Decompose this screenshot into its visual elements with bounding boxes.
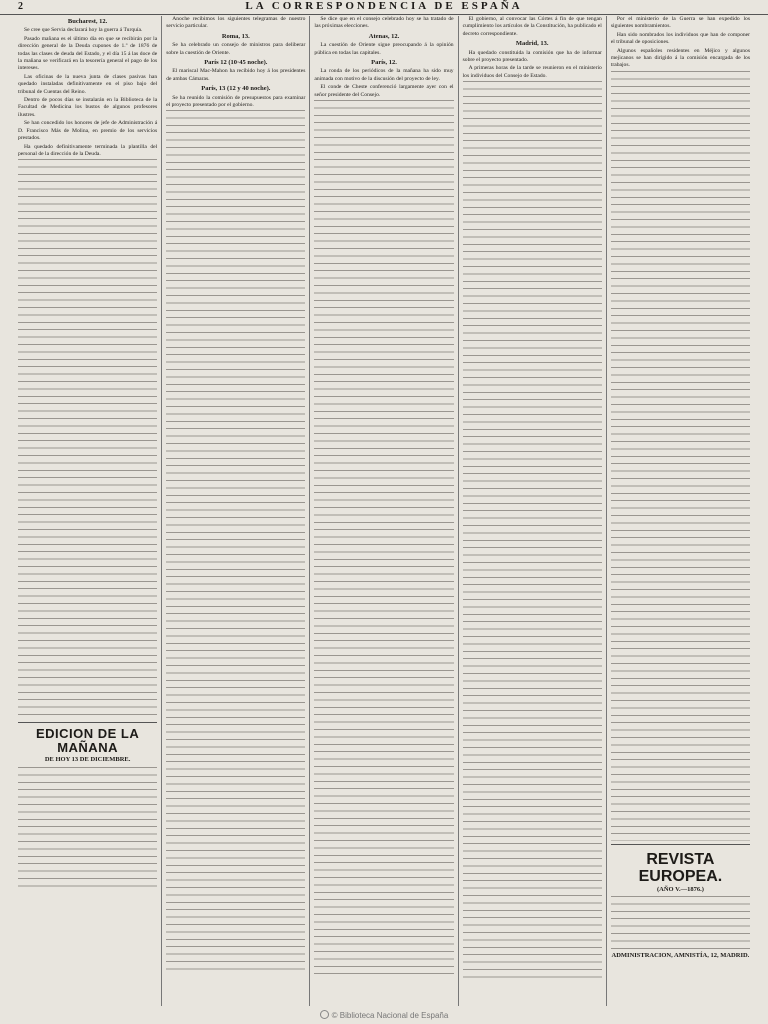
advert-footer: ADMINISTRACION, AMNISTÍA, 12, MADRID.: [611, 952, 750, 960]
paragraph: Ha quedado definitivamente terminada la plantilla del personal de la dirección de la Deuda.: [18, 143, 158, 157]
edition-heading: EDICION DE LA MAÑANA: [35, 726, 140, 756]
text-lines: [18, 159, 157, 719]
paragraph: Ha quedado constituida la comisión que ha de informar sobre el proyecto presentado.: [462, 49, 602, 64]
dateline: París, 13 (12 y 40 noche).: [201, 85, 271, 93]
text-lines: [166, 110, 305, 970]
paragraph: Se han concedido los honores de jefe de Administración á D. Francisco Más de Molina, en premio de los servicios prestados.: [18, 120, 158, 142]
paragraph: Pasado mañana es el último día en que se recibirán por la dirección general de la Deuda cupones de 1.º de 1876 de todas las clases de deuda del Estado, y el día 15 á las doce de la mañana se verificará en la tesorería general el pago de los intereses.: [18, 35, 158, 72]
text-lines: [314, 100, 453, 980]
paragraph: Dentro de pocos días se instalarán en la Biblioteca de la Facultad de Medicina los bustos de algunos profesores ilustres.: [18, 97, 158, 118]
advert-subtitle: (AÑO V.—1876.): [656, 885, 704, 893]
divider: [611, 844, 750, 845]
paragraph: El conde de Cheste conferenció largamente ayer con el señor presidente del Consejo.: [314, 84, 454, 98]
paragraph: Se dice que en el consejo celebrado hoy se ha tratado de las próximas elecciones.: [314, 16, 454, 30]
paragraph: Se cree que Servia declarará hoy la guerra á Turquía.: [24, 27, 143, 34]
copyright-icon: [320, 1010, 329, 1019]
text-lines: [611, 71, 750, 841]
watermark-text: © Biblioteca Nacional de España: [331, 1011, 449, 1020]
column-3: [310, 16, 458, 1006]
paragraph: Se ha celebrado un consejo de ministros para deliberar sobre la cuestión de Oriente.: [166, 42, 306, 56]
dateline: Bucharest, 12.: [67, 18, 108, 25]
text-lines: [18, 767, 157, 887]
paragraph: Se ha reunido la comisión de presupuestos para examinar el proyecto presentado por el gobierno.: [166, 94, 306, 109]
text-lines: [463, 81, 602, 981]
dateline: París, 12.: [371, 59, 397, 67]
paragraph: Han sido nombrados los individuos que han de componer el tribunal de oposiciones.: [610, 31, 751, 46]
divider: [18, 722, 157, 723]
paragraph: La cuestión de Oriente sigue preocupando á la opinión pública en todas las capitales.: [314, 42, 454, 56]
newspaper-title: LA CORRESPONDENCIA DE ESPAÑA: [245, 0, 523, 12]
column-4: [459, 16, 607, 1006]
page-number: 2: [18, 1, 23, 12]
column-5: [607, 16, 754, 1006]
dateline: Roma, 13.: [221, 32, 250, 40]
edition-subheading: DE HOY 13 DE DICIEMBRE.: [44, 756, 131, 764]
paragraph: El gobierno, al convocar las Córtes á fin de que tengan cumplimiento los artículos de la Constitución, ha publicado el decreto correspondiente.: [462, 16, 602, 37]
column-1: [14, 16, 162, 1006]
paragraph: Por el ministerio de la Guerra se han expedido los siguientes nombramientos.: [610, 16, 751, 30]
advert-title: REVISTA EUROPEA.: [638, 850, 723, 885]
text-lines: [611, 896, 750, 952]
paragraph: Anoche recibimos los siguientes telegramas de nuestro servicio particular.: [166, 16, 306, 30]
masthead: [0, 0, 768, 15]
dateline: Atenas, 12.: [368, 32, 400, 40]
paragraph: A primeras horas de la tarde se reunieron en el ministerio los individuos del Consejo de Estado.: [462, 65, 602, 79]
library-watermark: [0, 1010, 768, 1020]
article-columns: [14, 16, 754, 1006]
column-2: [162, 16, 310, 1006]
paragraph: El mariscal Mac-Mahon ha recibido hoy á los presidentes de ambas Cámaras.: [166, 68, 306, 82]
paragraph: La ronda de los periódicos de la mañana ha sido muy animada con motivo de la discusión del proyecto de ley.: [314, 68, 454, 82]
dateline: París 12 (10·45 noche).: [204, 59, 268, 67]
paragraph: Las oficinas de la nueva junta de clases pasivas han quedado instaladas definitivamente en el piso bajo del tribunal de Cuentas del Reino.: [18, 73, 158, 95]
paragraph: Algunos españoles residentes en Méjico y algunos mejicanos se han dirigido á la comisión encargada de los trabajos.: [610, 47, 751, 69]
dateline: Madrid, 13.: [515, 40, 549, 48]
